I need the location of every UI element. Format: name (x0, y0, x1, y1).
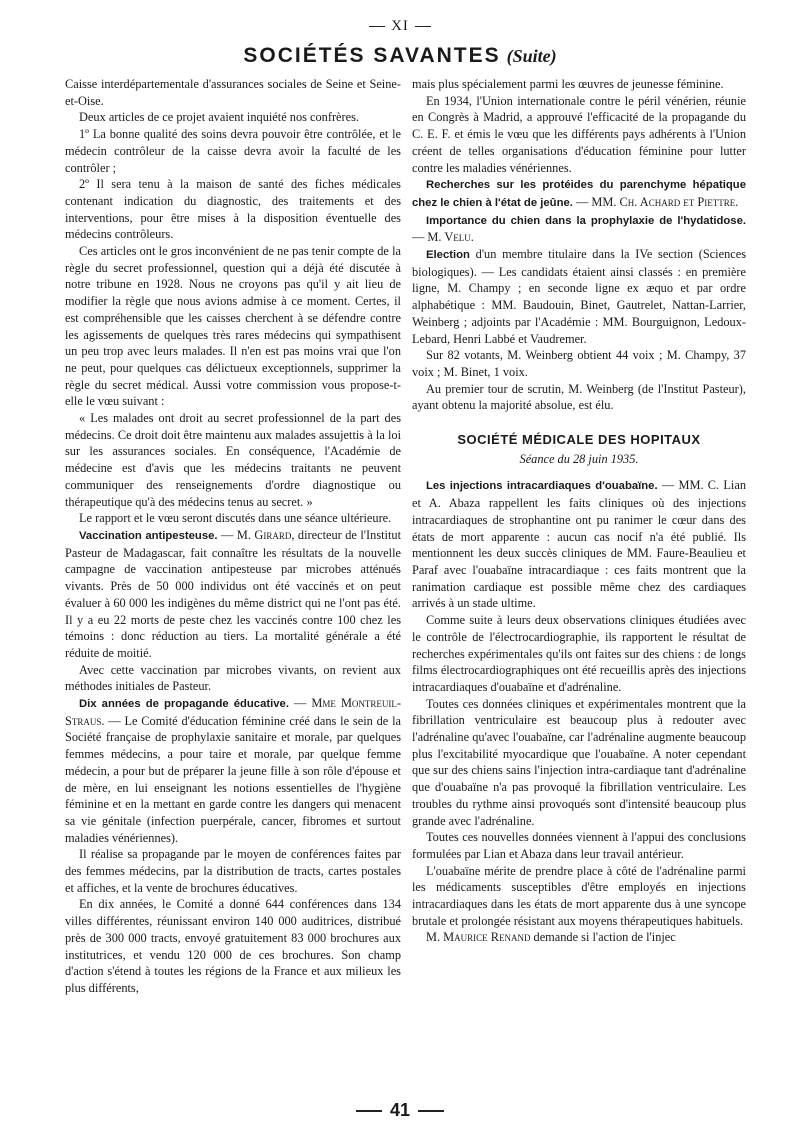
author-name: — MM. Ch. Achard et Piettre. (576, 194, 739, 209)
paragraph: Deux articles de ce projet avaient inquiété nos confrères. (79, 110, 360, 125)
author-name: — M. Velu. (412, 230, 474, 245)
section-date: Séance du 28 juin 1935. (519, 451, 639, 466)
article-title: Election (426, 249, 470, 262)
page-number: 41 (0, 1100, 800, 1121)
dash-right (418, 1110, 444, 1112)
paragraph: Ces articles ont le gros inconvénient de ne pas tenir compte de la règle du secret professionnel, question qui a déjà été discutée à notre tribune en 1928. Nous ne croyons pas qu'il y ait lieu de modifier la règle que nous avions admise à ce moment. Certes, il est compréhensible que les caisses cherchent à se défendre contre les agissements de quelques très rares médecins qui sympathisent un peu trop avec leurs malades. Il n'en est pas moins vrai que l'on ne peut, pour quelques cas délictueux exceptionnels, supprimer la règle du secret médical. Aussi votre commission vous propose-t-elle le vœu suivant : (65, 244, 401, 409)
article-ouabaine: Les injections intracardiaques d'ouabaïne. — MM. C. Lian et A. Abaza rappellent les faits cliniques où des injections intracardiaques de strophantine ont pu ranimer le cœur dans des états de mort apparente : aucun cas nocif n'a été publié. Ils mentionnent les deux succès cliniques de MM. Faure-Beaulieu et Paraf avec l'ouabaïne intracardiaque : ces faits montrent que la ranimation cardiaque est possible même chez des cardiaques arrivés à un stade ultime. (412, 478, 746, 611)
article-election: Election d'un membre titulaire dans la IVe section (Sciences biologiques). — Les candidats étaient ainsi classés : en première ligne, M. Champy ; en seconde ligne ex æquo et par ordre alphabétique : MM. Baudouin, Binet, Gautrelet, Nattan-Larrier, Weinberg ; adjoints par l'Académie : MM. Bourguignon, Ledoux-Lebard, Henri Labbé et Vaudremer. (412, 247, 746, 346)
dash-right (415, 26, 431, 27)
right-column (412, 76, 746, 946)
author-name: Mme Montreuil-Straus (65, 696, 402, 728)
article-title: Vaccination antipesteuse. (79, 529, 218, 542)
paragraph: Caisse interdépartementale d'assurances sociales de Seine et Seine-et-Oise. (65, 77, 401, 108)
article-recherches (412, 176, 746, 211)
paragraph: En dix années, le Comité a donné 644 conférences dans 134 villes différentes, réunissant environ 140 000 auditrices, distribué près de 300 000 tracts, envoyé gratuitement 83 000 brochures aux institutrices, et vendu 120 000 de ces brochures. Son champ d'action s'étend à toutes les régions de la France et aux milieux les plus différents, (65, 897, 401, 995)
article-title: Importance du chien dans la prophylaxie de l'hydatidose. (426, 214, 746, 227)
paragraph: Le rapport et le vœu seront discutés dans une séance ultérieure. (79, 511, 392, 526)
author-name: M. Girard (236, 527, 292, 542)
dash-left (369, 26, 385, 27)
article-title: Dix années de propagande éducative. (79, 698, 289, 711)
article-vaccination: Vaccination antipesteuse. — M. Girard, directeur de l'Institut Pasteur de Madagascar, fait connaître les résultats de la nouvelle campagne de vaccination antipesteuse par microbes atténués vivants. Près de 50 000 individus ont été vaccinés et on peut évaluer à 60 000 les indigènes du même district qui ne l'ont pas été. Il y a eu 22 morts de peste chez les vaccinés contre 100 chez les témoins : donc réduction au tiers. La mortalité générale a été réduite de moitié. (65, 527, 402, 660)
paragraph: Au premier tour de scrutin, M. Weinberg (de l'Institut Pasteur), ayant obtenu la majorité absolue, est élu. (412, 381, 746, 413)
paragraph: Toutes ces nouvelles données viennent à l'appui des conclusions formulées par Lian et Abaza dans leur travail antérieur. (412, 830, 746, 861)
section-title: SOCIÉTÉ MÉDICALE DES HOPITAUX (457, 432, 701, 448)
section-heading-suffix: (Suite) (506, 46, 557, 66)
paragraph: Avec cette vaccination par microbes vivants, on revient aux méthodes initiales de Pasteur. (65, 662, 401, 694)
paragraph: En 1934, l'Union internationale contre le péril vénérien, réunie en Congrès à Madrid, a approuvé l'efficacité de la propagande du C. E. F. et émis le vœu que les différents pays adhérents à l'Union créent de telles organisations d'éducation féminine pour lutter contre les maladies vénériennes. (412, 93, 746, 175)
section-heading: SOCIÉTÉS SAVANTES (243, 44, 501, 67)
paragraph: L'ouabaïne mérite de prendre place à côté de l'adrénaline parmi les médicaments susceptibles d'être employés en injections intracardiaques dans les états de mort apparente dus à une syncope brutale et prolongée résistant aux moyens thérapeutiques habituels. (412, 863, 746, 928)
page-roman-number: XI (0, 18, 800, 35)
article-renand: M. Maurice Renand demande si l'action de l'injec (426, 930, 676, 945)
paragraph: 1º La bonne qualité des soins devra pouvoir être contrôlée, et le médecin contrôleur de la caisse devra avoir la faculté de les contrôler ; (65, 127, 401, 175)
page-title (0, 44, 800, 68)
paragraph: 2º Il sera tenu à la maison de santé des fiches médicales contenant indication du diagnostic, des traitements et des interventions, pour être mises à la disposition éventuelle des médecins contrôleurs. (65, 177, 401, 242)
left-column (65, 76, 401, 997)
article-title: Recherches sur les protéides du parenchyme hépatique chez le chien à l'état de jeûne. (412, 179, 746, 209)
paragraph: Sur 82 votants, M. Weinberg obtient 44 voix ; M. Champy, 37 voix ; M. Binet, 1 voix. (412, 348, 746, 379)
paragraph: « Les malades ont droit au secret professionnel de la part des médecins. Ce droit doit être maintenu aux malades assujettis à la loi sur les assurances sociales. En conséquence, l'Académie de médecine est d'avis que les médecins traitants ne peuvent communiquer des renseignements d'ordre diagnostique ou thérapeutique qu'à des médecins tenus au secret. » (65, 411, 401, 509)
paragraph: Comme suite à leurs deux observations cliniques étudiées avec le contrôle de l'électrocardiographie, ils rapportent le résultat de recherches expérimentales qu'ils ont faites sur des chiens : de longs films électrocardiographiques ont été recueillis après des injections intracardiaques d'ouabaïne et d'adrénaline. (412, 613, 746, 694)
author-name: M. Maurice Renand (426, 930, 531, 945)
paragraph: mais plus spécialement parmi les œuvres de jeunesse féminine. (412, 77, 724, 91)
article-propagande: Dix années de propagande éducative. — Mme Montreuil-Straus. — Le Comité d'éducation féminine créé dans le sein de la Société française de prophylaxie sanitaire et morale, par quelques femmes médecins, a pour taire et morale, par quelque femme médecin, a pour but de préparer la jeune fille à son rôle d'épouse et de mère, en lui enseignant les notions essentielles de l'hygiène féminine et en la mettant en garde contre les dangers qui menacent sa vie génitale (infection puerpérale, cancer, fibromes et surtout maladies vénériennes). (65, 696, 402, 845)
article-hydatidose (412, 212, 746, 246)
paragraph: Toutes ces données cliniques et expérimentales montrent que la fibrillation ventriculaire est beaucoup plus à redouter avec l'adrénaline qu'avec l'ouabaïne, car l'adrénaline augmente beaucoup plus l'excitabilité myocardique que l'ouabaïne. A noter cependant que sur des chiens sains l'injection intra-cardiaque tant d'adrénaline que d'ouabaïne n'a pas provoqué la fibrillation ventriculaire. Les troubles du rythme ainsi provoqués sont d'intensité beaucoup plus grande avec l'adrénaline. (412, 696, 746, 828)
dash-left (356, 1110, 382, 1112)
paragraph: Il réalise sa propagande par le moyen de conférences faites par des femmes médecins, par la distribution de tracts, cartes postales et affiches, et la vente de brochures éducatives. (65, 847, 401, 895)
article-title: Les injections intracardiaques d'ouabaïne. (426, 480, 658, 493)
